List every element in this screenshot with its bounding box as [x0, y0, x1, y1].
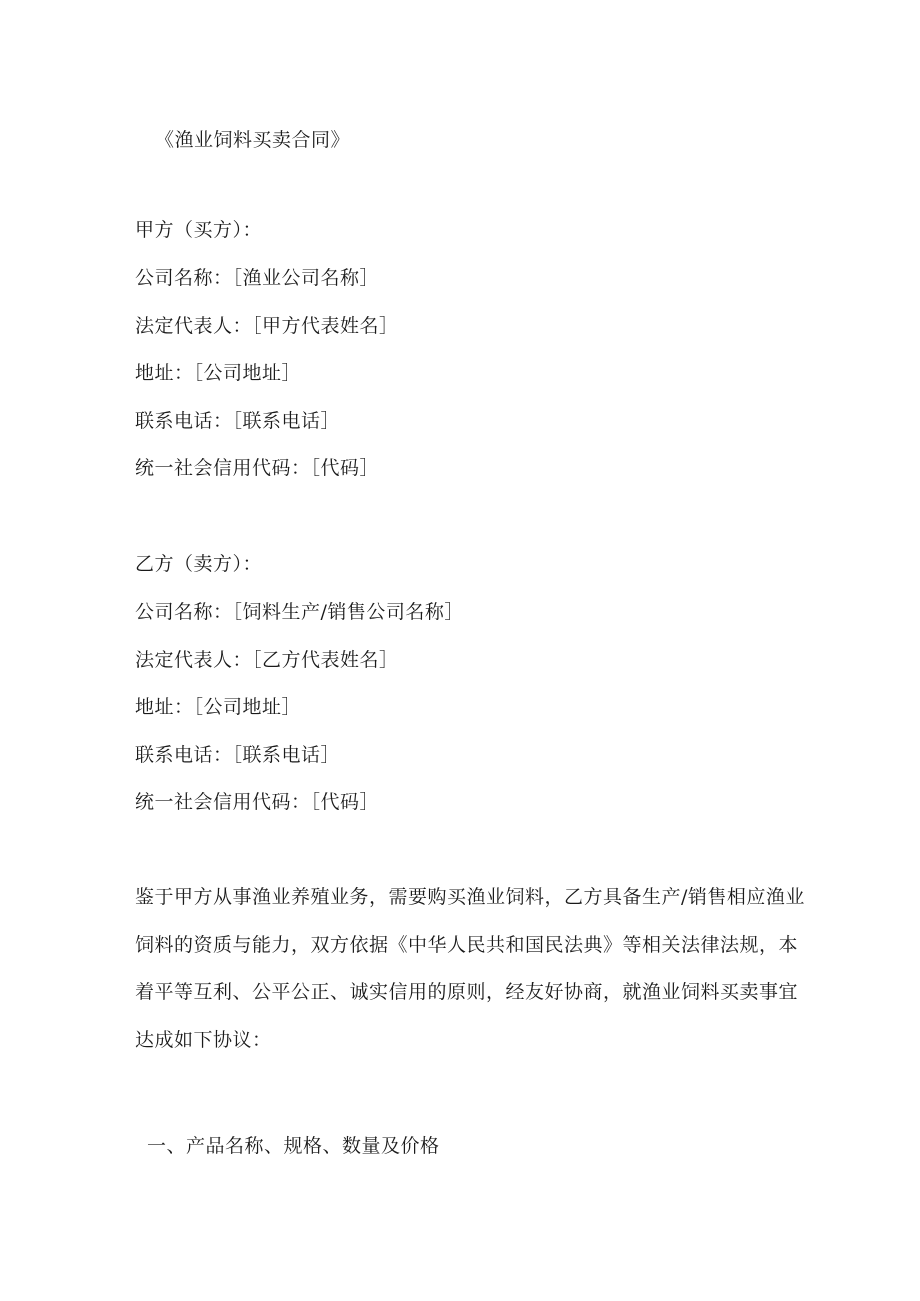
- party-a-credit-code: 统一社会信用代码：［代码］: [135, 457, 380, 479]
- party-b-phone: 联系电话：［联系电话］: [135, 744, 341, 766]
- party-a-phone: 联系电话：［联系电话］: [135, 410, 341, 432]
- preamble-paragraph: [135, 885, 805, 1075]
- party-b-address: 地址：［公司地址］: [135, 696, 302, 718]
- preamble-line: 鉴于甲方从事渔业养殖业务，需要购买渔业饲料，乙方具备生产/销售相应渔业: [135, 886, 805, 908]
- party-b-credit-code: 统一社会信用代码：［代码］: [135, 791, 380, 813]
- section-heading: 一、产品名称、规格、数量及价格: [147, 1135, 440, 1157]
- preamble-line: 达成如下协议：: [135, 1028, 272, 1051]
- party-a-heading: 甲方（买方）：: [135, 219, 263, 241]
- party-b-company: 公司名称：［饲料生产/销售公司名称］: [135, 601, 464, 623]
- party-b-representative: 法定代表人：［乙方代表姓名］: [135, 649, 399, 671]
- document-title: 《渔业饲料买卖合同》: [155, 129, 351, 151]
- party-b-heading: 乙方（卖方）：: [135, 553, 263, 575]
- party-a-company: 公司名称：［渔业公司名称］: [135, 267, 380, 289]
- preamble-line: 着平等互利、公平公正、诚实信用的原则，经友好协商，就渔业饲料买卖事宜: [135, 981, 799, 1003]
- party-a-representative: 法定代表人：［甲方代表姓名］: [135, 315, 399, 337]
- party-a-address: 地址：［公司地址］: [135, 362, 302, 384]
- preamble-line: 饲料的资质与能力，双方依据《中华人民共和国民法典》等相关法律法规，本: [135, 933, 799, 956]
